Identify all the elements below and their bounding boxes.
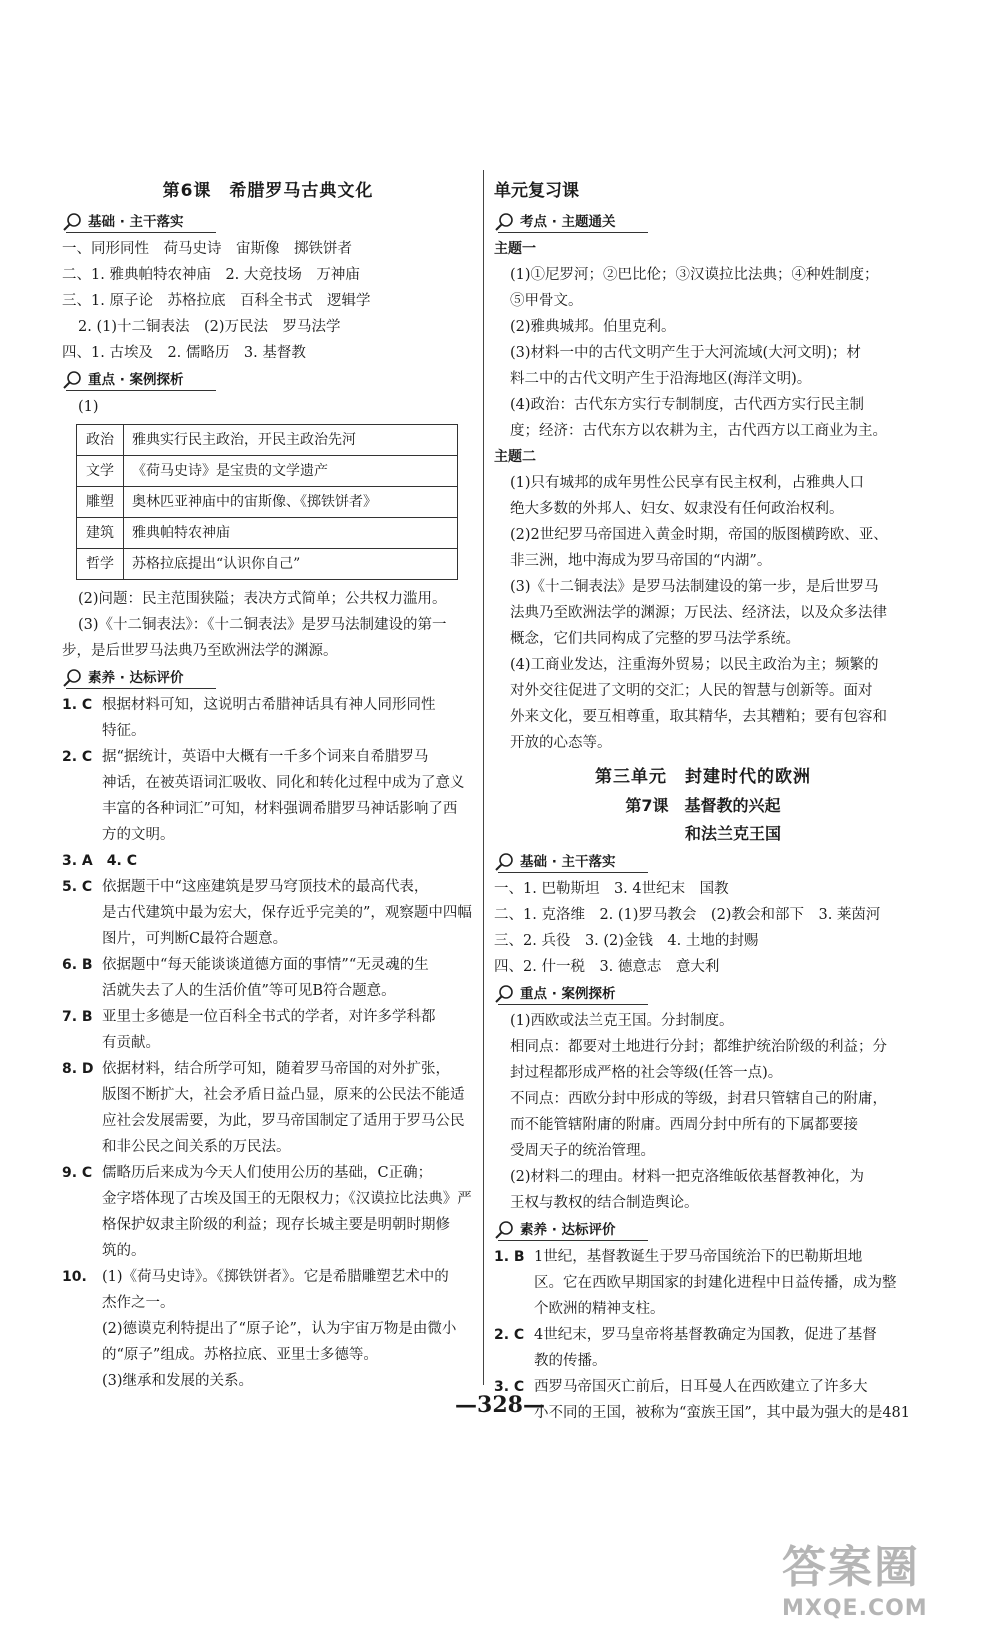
table-row xyxy=(77,425,458,456)
topic-line: (3)《十二铜表法》是罗马法制建设的第一步，是后世罗马 xyxy=(510,579,879,595)
table-cell-key: 建筑 xyxy=(77,518,124,549)
magnifier-icon xyxy=(494,984,516,1004)
left-column xyxy=(62,178,474,1394)
topic-line: 法典乃至欧洲法学的渊源；万民法、经济法，以及众多法律 xyxy=(510,605,887,621)
table-cell-value: 雅典实行民主政治，开民主政治先河 xyxy=(124,425,458,456)
topic-line: 非三洲，地中海成为罗马帝国的“内湖”。 xyxy=(510,553,772,569)
topic-line: 绝大多数的外邦人、妇女、奴隶没有任何政治权利。 xyxy=(510,501,844,517)
case-line: 封过程都形成严格的社会等级(任答一点)。 xyxy=(510,1065,783,1081)
answer-item xyxy=(62,692,474,744)
answer-number: 9. C xyxy=(62,1165,93,1181)
basics-line: 四、1. 古埃及 2. 儒略历 3. 基督教 xyxy=(62,345,306,361)
case-line: 相同点：都要对土地进行分封；都维护统治阶级的利益；分 xyxy=(510,1039,887,1055)
answer-number: 7. B xyxy=(62,1009,93,1025)
answer-item xyxy=(62,1056,474,1160)
column-divider xyxy=(483,170,484,1385)
answer-line: 教的传播。 xyxy=(534,1353,607,1369)
answer-line: 据“据统计，英语中大概有一千多个词来自希腊罗马 xyxy=(102,749,429,765)
table-cell-key: 雕塑 xyxy=(77,487,124,518)
basics-line: 三、1. 原子论 苏格拉底 百科全书式 逻辑学 xyxy=(62,293,371,309)
answer-line: 小不同的王国，被称为“蛮族王国”，其中最为强大的是481 xyxy=(534,1405,910,1421)
answer-item xyxy=(62,952,474,1004)
section-title: 基础 · 主干落实 xyxy=(88,214,184,230)
lesson-7-title: 第7课 基督教的兴起 xyxy=(625,796,781,815)
table-row xyxy=(77,456,458,487)
answer-line: 是古代建筑中最为宏大，保存近乎完美的”，观察题中四幅 xyxy=(102,905,472,921)
watermark-logo xyxy=(782,1541,972,1637)
page-number: —328— xyxy=(455,1392,545,1418)
answer-line: 方的文明。 xyxy=(102,827,175,843)
answer-number: 5. C xyxy=(62,879,93,895)
table-cell-value: 苏格拉底提出“认识你自己” xyxy=(124,549,458,580)
topic-line: 料二中的古代文明产生于沿海地区(海洋文明)。 xyxy=(510,371,812,387)
case-line: (1)西欧或法兰克王国。分封制度。 xyxy=(510,1013,734,1029)
answer-line: 依据材料，结合所学可知，随着罗马帝国的对外扩张， xyxy=(102,1061,450,1077)
basics-line: 三、2. 兵役 3. (2)金钱 4. 土地的封赐 xyxy=(494,933,759,949)
answer-item xyxy=(494,1244,912,1322)
answer-number: 1. C xyxy=(62,697,93,713)
topic-heading: 主题二 xyxy=(494,449,536,465)
section-header-topics xyxy=(494,210,912,234)
magnifier-icon xyxy=(62,212,84,232)
case-line: (2)问题：民主范围狭隘；表决方式简单；公共权力滥用。 xyxy=(78,591,447,607)
answer-line: 和非公民之间关系的万民法。 xyxy=(102,1139,291,1155)
topic-line: (3)材料一中的古代文明产生于大河流域(大河文明)；材 xyxy=(510,345,861,361)
answer-line: 格保护奴隶主阶级的利益；现存长城主要是明朝时期修 xyxy=(102,1217,450,1233)
answer-number: 3. A 4. C xyxy=(62,853,137,869)
answer-item xyxy=(494,1322,912,1374)
watermark-text: 答案圈 xyxy=(782,1542,920,1593)
answer-number: 6. B xyxy=(62,957,93,973)
basics-line: 四、2. 什一税 3. 德意志 意大利 xyxy=(494,959,720,975)
lesson-7-title-cont: 和法兰克王国 xyxy=(684,824,781,843)
lesson-6-title: 第6课 希腊罗马古典文化 xyxy=(162,181,374,201)
answer-number: 8. D xyxy=(62,1061,94,1077)
section-title: 考点 · 主题通关 xyxy=(520,214,616,230)
basics-line: 2. (1)十二铜表法 (2)万民法 罗马法学 xyxy=(78,319,341,335)
case-line: 而不能管辖附庸的附庸。西周分封中所有的下属都要接 xyxy=(510,1117,858,1133)
section-title: 素养 · 达标评价 xyxy=(88,670,184,686)
topic-line: 概念，它们共同构成了完整的罗马法学系统。 xyxy=(510,631,800,647)
answer-line: (1)《荷马史诗》。《掷铁饼者》。它是希腊雕塑艺术中的 xyxy=(102,1269,449,1285)
answer-line: (3)继承和发展的关系。 xyxy=(102,1373,254,1389)
magnifier-icon xyxy=(494,212,516,232)
section-title: 基础 · 主干落实 xyxy=(520,854,616,870)
topic-line: 外来文化，要互相尊重，取其精华，去其糟粕；要有包容和 xyxy=(510,709,887,725)
answer-number: 10. xyxy=(62,1269,87,1285)
topic-line: (4)工商业发达，注重海外贸易；以民主政治为主；频繁的 xyxy=(510,657,879,673)
magnifier-icon xyxy=(62,668,84,688)
answer-line: 1世纪，基督教诞生于罗马帝国统治下的巴勒斯坦地 xyxy=(534,1249,863,1265)
answer-line: 筑的。 xyxy=(102,1243,146,1259)
answer-line: 依据题干中“这座建筑是罗马穹顶技术的最高代表， xyxy=(102,879,429,895)
magnifier-icon xyxy=(62,370,84,390)
topic-line: 开放的心态等。 xyxy=(510,735,612,751)
topic-heading: 主题一 xyxy=(494,241,536,257)
topic-line: 对外交往促进了文明的交汇；人民的智慧与创新等。面对 xyxy=(510,683,873,699)
answer-line: 儒略历后来成为今天人们使用公历的基础，C正确； xyxy=(102,1165,433,1181)
answer-line: 应社会发展需要，为此，罗马帝国制定了适用于罗马公民 xyxy=(102,1113,465,1129)
table-cell-value: 《荷马史诗》是宝贵的文学遗产 xyxy=(124,456,458,487)
answer-line: 图片，可判断C最符合题意。 xyxy=(102,931,288,947)
answer-item xyxy=(62,874,474,952)
section-title: 素养 · 达标评价 xyxy=(520,1222,616,1238)
topic-line: (2)2世纪罗马帝国进入黄金时期，帝国的版图横跨欧、亚、 xyxy=(510,527,888,543)
answer-line: (2)德谟克利特提出了“原子论”，认为宇宙万物是由微小 xyxy=(102,1321,457,1337)
magnifier-icon xyxy=(494,852,516,872)
answer-item xyxy=(62,744,474,848)
basics-line: 一、1. 巴勒斯坦 3. 4世纪末 国教 xyxy=(494,881,729,897)
answer-line: 根据材料可知，这说明古希腊神话具有神人同形同性 xyxy=(102,697,436,713)
section-title: 重点 · 案例探析 xyxy=(520,986,616,1002)
section-header-eval xyxy=(62,666,474,690)
watermark-url: MXQE.COM xyxy=(782,1596,928,1621)
table-cell-key: 政治 xyxy=(77,425,124,456)
answer-line: 有贡献。 xyxy=(102,1035,160,1051)
answer-line: 个欧洲的精神支柱。 xyxy=(534,1301,665,1317)
answer-line: 区。它在西欧早期国家的封建化进程中日益传播，成为整 xyxy=(534,1275,897,1291)
case-label: (1) xyxy=(78,399,99,415)
topic-line: 度；经济：古代东方以农耕为主，古代西方以工商业为主。 xyxy=(510,423,887,439)
basics-line: 一、同形同性 荷马史诗 宙斯像 掷铁饼者 xyxy=(62,241,352,257)
right-column xyxy=(494,178,912,1426)
table-cell-value: 雅典帕特农神庙 xyxy=(124,518,458,549)
answer-line: 依据题中“每天能谈谈道德方面的事情”“无灵魂的生 xyxy=(102,957,429,973)
answer-line: 杰作之一。 xyxy=(102,1295,175,1311)
answer-line: 西罗马帝国灭亡前后，日耳曼人在西欧建立了许多大 xyxy=(534,1379,868,1395)
topic-line: (1)只有城邦的成年男性公民享有民主权利，占雅典人口 xyxy=(510,475,865,491)
case-line: (3)《十二铜表法》：《十二铜表法》是罗马法制建设的第一 xyxy=(78,617,447,633)
answer-item xyxy=(62,1264,474,1394)
case-line: 受周天子的统治管理。 xyxy=(510,1143,655,1159)
topic-line: (4)政治：古代东方实行专制制度，古代西方实行民主制 xyxy=(510,397,865,413)
case-line: 步，是后世罗马法典乃至欧洲法学的渊源。 xyxy=(62,643,338,659)
magnifier-icon xyxy=(494,1220,516,1240)
case-line: 王权与教权的结合制造舆论。 xyxy=(510,1195,699,1211)
section-title: 重点 · 案例探析 xyxy=(88,372,184,388)
answer-item xyxy=(62,848,474,874)
table-cell-key: 文学 xyxy=(77,456,124,487)
answer-line: 版图不断扩大，社会矛盾日益凸显，原来的公民法不能适 xyxy=(102,1087,465,1103)
answer-item xyxy=(62,1004,474,1056)
section-header-eval xyxy=(494,1218,912,1242)
unit-3-title: 第三单元 封建时代的欧洲 xyxy=(595,767,811,787)
table-cell-key: 哲学 xyxy=(77,549,124,580)
basics-line: 二、1. 克洛维 2. (1)罗马教会 (2)教会和部下 3. 莱茵河 xyxy=(494,907,881,923)
section-header-case xyxy=(62,368,474,392)
answer-number: 2. C xyxy=(494,1327,525,1343)
answer-line: 丰富的各种词汇”可知，材料强调希腊罗马神话影响了西 xyxy=(102,801,458,817)
case-line: 不同点：西欧分封中形成的等级，封君只管辖自己的附庸， xyxy=(510,1091,887,1107)
section-header-case xyxy=(494,982,912,1006)
topic-line: (1)①尼罗河；②巴比伦；③汉谟拉比法典；④种姓制度； xyxy=(510,267,879,283)
section-header-basics xyxy=(494,850,912,874)
answer-line: 亚里士多德是一位百科全书式的学者，对许多学科都 xyxy=(102,1009,436,1025)
answer-number: 3. C xyxy=(494,1379,525,1395)
table-row xyxy=(77,487,458,518)
answer-item xyxy=(62,1160,474,1264)
topic-line: ⑤甲骨文。 xyxy=(510,293,583,309)
unit-review-title: 单元复习课 xyxy=(494,181,579,201)
case-line: (2)材料二的理由。材料一把克洛维皈依基督教神化，为 xyxy=(510,1169,865,1185)
answer-line: 4世纪末，罗马皇帝将基督教确定为国教，促进了基督 xyxy=(534,1327,877,1343)
topic-line: (2)雅典城邦。伯里克利。 xyxy=(510,319,676,335)
table-row xyxy=(77,549,458,580)
basics-line: 二、1. 雅典帕特农神庙 2. 大竞技场 万神庙 xyxy=(62,267,360,283)
section-header-basics xyxy=(62,210,474,234)
table-cell-value: 奥林匹亚神庙中的宙斯像、《掷铁饼者》 xyxy=(124,487,458,518)
answer-line: 的“原子”组成。苏格拉底、亚里士多德等。 xyxy=(102,1347,378,1363)
answer-line: 神话，在被英语词汇吸收、同化和转化过程中成为了意义 xyxy=(102,775,465,791)
answer-number: 1. B xyxy=(494,1249,525,1265)
answer-line: 活就失去了人的生活价值”等可见B符合题意。 xyxy=(102,983,396,999)
answer-number: 2. C xyxy=(62,749,93,765)
answer-line: 金字塔体现了古埃及国王的无限权力；《汉谟拉比法典》严 xyxy=(102,1191,472,1207)
culture-table xyxy=(76,424,458,580)
answer-line: 特征。 xyxy=(102,723,146,739)
table-row xyxy=(77,518,458,549)
